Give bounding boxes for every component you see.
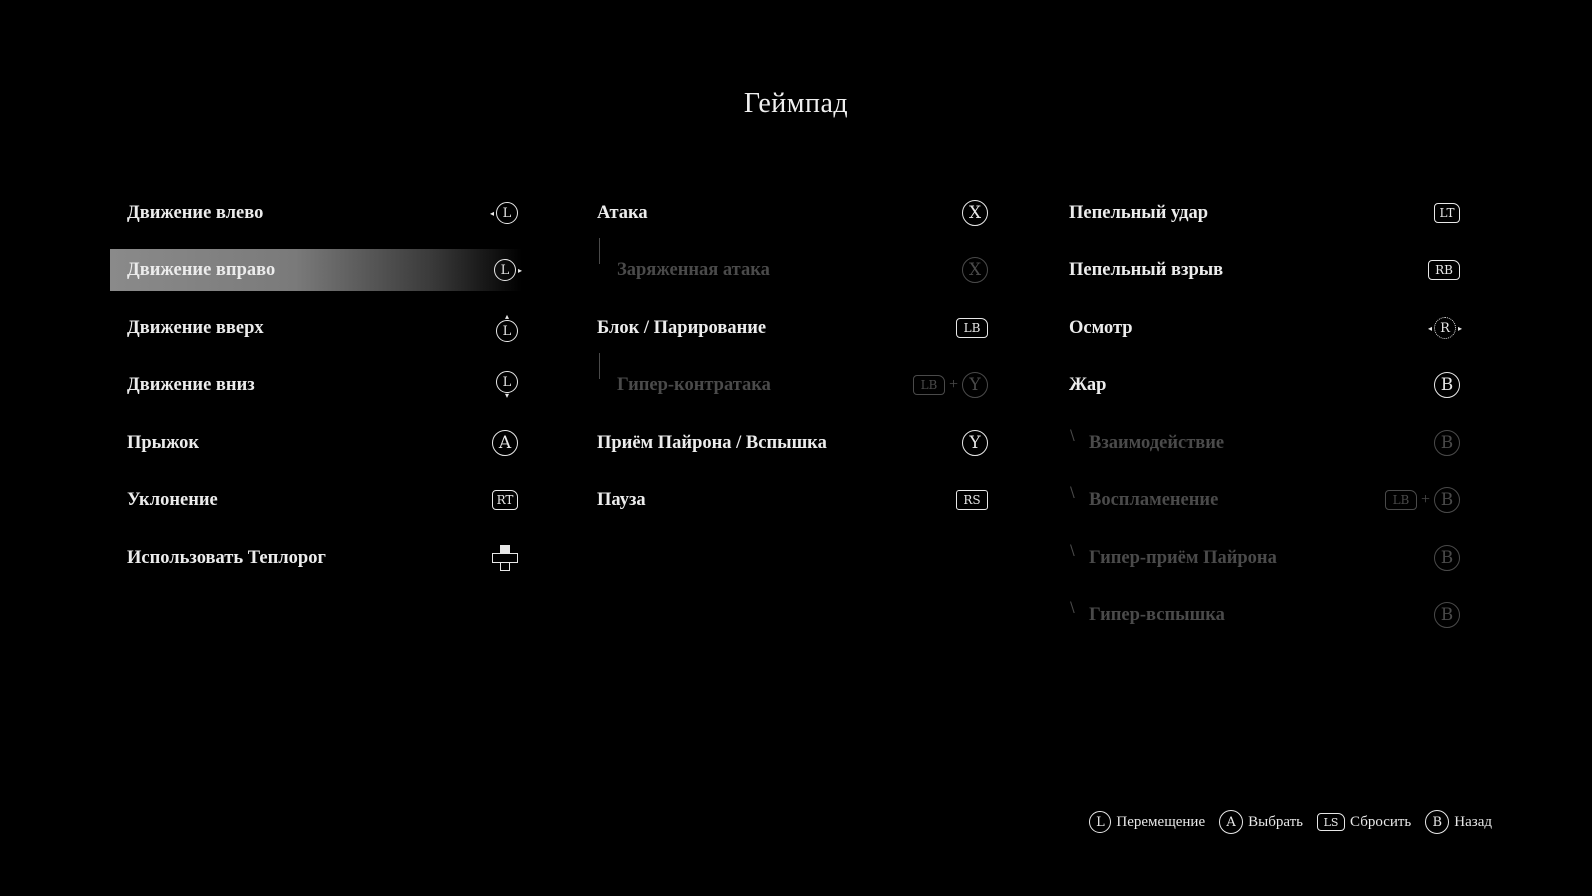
binding-label: Гипер-вспышка [1089,604,1225,625]
binding-row-ignition[interactable] [1052,479,1464,521]
binding-label: Воспламенение [1089,489,1219,510]
binding-label: Заряженная атака [617,259,770,280]
binding-row-ash-blast[interactable] [1052,249,1464,291]
binding-label: Пауза [597,489,646,510]
binding-label: Пепельный удар [1069,202,1209,223]
left-stick-icon: L [1089,811,1111,833]
hint-navigate[interactable] [1089,811,1205,833]
left-bumper-icon: LB [1385,490,1417,510]
binding-label: Пепельный взрыв [1069,259,1224,280]
binding-label: Движение вниз [127,374,255,395]
page-title: Геймпад [743,88,849,119]
hint-label: Выбрать [1248,813,1303,830]
left-bumper-icon: LB [956,318,988,338]
binding-row-heat[interactable] [1052,364,1464,406]
button-b-icon: B [1434,430,1460,456]
binding-label: Уклонение [127,489,218,510]
button-x-icon: X [962,257,988,283]
hint-reset[interactable] [1317,813,1411,831]
button-b-icon: B [1434,372,1460,398]
sub-binding-tick: \ [1070,485,1075,501]
hint-label: Сбросить [1350,813,1412,830]
binding-label: Движение влево [127,202,264,223]
binding-row-block-parry[interactable] [580,307,992,349]
left-stick-down-icon: L ▾ [496,371,518,399]
right-trigger-icon: RT [492,490,518,510]
binding-row-pyron-flash[interactable] [580,422,992,464]
binding-label: Гипер-контратака [617,374,771,395]
binding-label: Прыжок [127,432,199,453]
binding-row-ash-strike[interactable] [1052,192,1464,234]
dpad-icon [492,545,518,571]
binding-label: Гипер-приём Пайрона [1089,547,1277,568]
binding-row-charged-attack[interactable] [580,249,992,291]
binding-row-pause[interactable] [580,479,992,521]
binding-row-hyper-flash[interactable] [1052,594,1464,636]
binding-label: Взаимодействие [1089,432,1225,453]
binding-label: Движение вправо [127,259,276,280]
hint-label: Перемещение [1116,813,1206,830]
button-b-icon: B [1434,487,1460,513]
button-b-icon: B [1425,810,1449,834]
binding-row-move-left[interactable] [110,192,522,234]
button-a-icon: A [1219,810,1243,834]
binding-label: Использовать Теплорог [127,547,326,568]
right-stick-icon: ◂ R ▸ [1428,317,1462,339]
binding-row-move-up[interactable] [110,307,522,349]
binding-row-move-down[interactable] [110,364,522,406]
hint-label: Назад [1454,813,1492,830]
binding-label: Осмотр [1069,317,1133,338]
right-stick-press-icon: RS [956,490,988,510]
binding-row-attack[interactable] [580,192,992,234]
binding-row-interact[interactable] [1052,422,1464,464]
button-a-icon: A [492,430,518,456]
button-y-icon: Y [962,430,988,456]
sub-binding-tick: \ [1070,600,1075,616]
lb-plus-b-icon: LB + B [1385,487,1460,513]
binding-label: Жар [1069,374,1107,395]
binding-row-jump[interactable] [110,422,522,464]
binding-label: Движение вверх [127,317,264,338]
binding-row-hyper-pyron[interactable] [1052,537,1464,579]
binding-row-inspect[interactable] [1052,307,1464,349]
left-stick-press-icon: LS [1317,813,1345,831]
left-stick-right-icon: L ▸ [494,259,522,281]
sub-binding-tick: \ [1070,543,1075,559]
binding-row-move-right[interactable] [110,249,522,291]
left-stick-left-icon: ◂ L [490,202,518,224]
left-stick-up-icon: ▴ L [496,314,518,342]
button-y-icon: Y [962,372,988,398]
binding-label: Блок / Парирование [597,317,767,338]
lb-plus-y-icon: LB + Y [913,372,988,398]
binding-row-hyper-counter[interactable] [580,364,992,406]
hint-back[interactable] [1425,810,1492,834]
footer-hints [1089,810,1492,834]
left-trigger-icon: LT [1434,203,1460,223]
hint-select[interactable] [1219,810,1303,834]
binding-row-dodge[interactable] [110,479,522,521]
button-b-icon: B [1434,602,1460,628]
button-x-icon: X [962,200,988,226]
right-bumper-icon: RB [1428,260,1460,280]
button-b-icon: B [1434,545,1460,571]
binding-row-use-heathorn[interactable] [110,537,522,579]
binding-label: Атака [597,202,648,223]
sub-binding-tick: \ [1070,428,1075,444]
left-bumper-icon: LB [913,375,945,395]
binding-label: Приём Пайрона / Вспышка [597,432,827,453]
